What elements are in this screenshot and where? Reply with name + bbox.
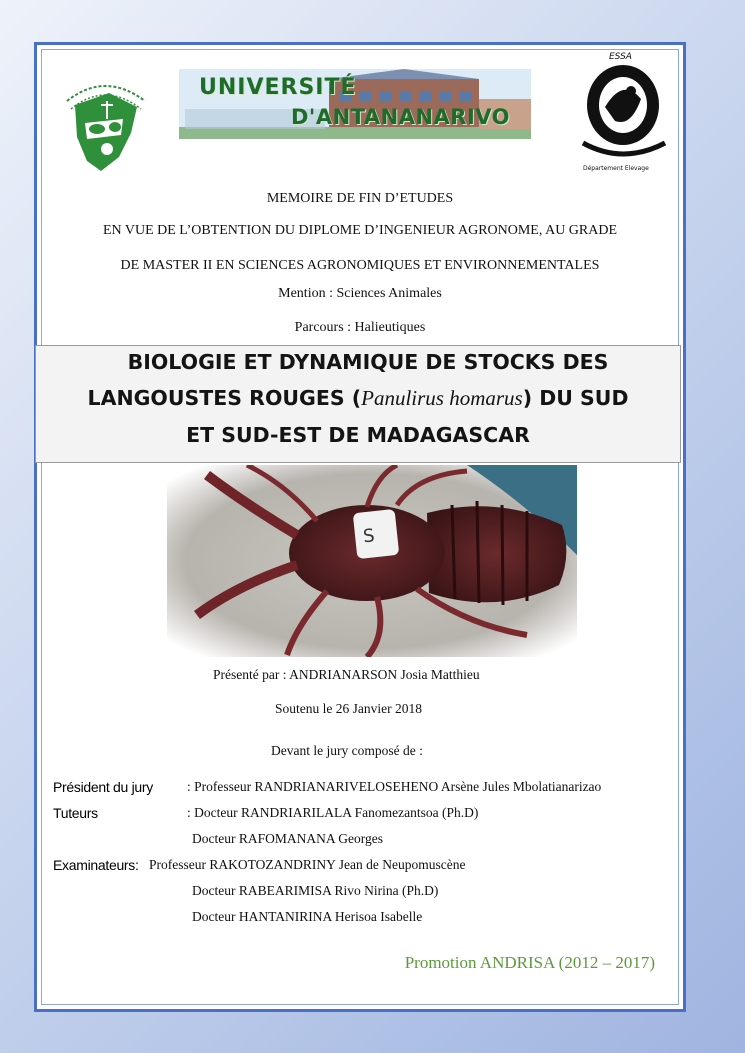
presented-by: Présenté par : ANDRIANARSON Josia Matthieu <box>213 667 480 682</box>
thesis-title-box <box>35 345 681 463</box>
university-banner <box>179 69 531 139</box>
degree-line-2: DE MASTER II EN SCIENCES AGRONOMIQUES ET ENVIRONNEMENTALES <box>120 258 600 273</box>
title-line-2-end: ) DU SUD <box>522 386 629 410</box>
promotion: Promotion ANDRISA (2012 – 2017) <box>404 953 655 972</box>
parcours: Parcours : Halieutiques <box>294 320 426 335</box>
title-line-2 <box>36 386 680 411</box>
banner-title-antananarivo: D'ANTANANARIVO <box>291 105 511 129</box>
essa-school-logo <box>57 71 155 175</box>
right-logo-bottom-text: Département Elevage <box>583 165 649 172</box>
jury-examiner-3: Docteur HANTANIRINA Herisoa Isabelle <box>192 909 423 924</box>
spiny-lobster-photo <box>167 465 577 657</box>
jury-tutor-2: Docteur RAFOMANANA Georges <box>192 831 383 846</box>
title-line-3: ET SUD-EST DE MADAGASCAR <box>186 423 530 447</box>
essa-elevage-logo <box>575 47 675 173</box>
jury-president-label: Président du jury <box>53 779 153 795</box>
jury-tutors-label: Tuteurs <box>53 805 98 821</box>
jury-president: : Professeur RANDRIANARIVELOSEHENO Arsène Jules Mbolatianarizao <box>187 779 602 794</box>
cover-page <box>34 42 686 1012</box>
defense-date: Soutenu le 26 Janvier 2018 <box>275 701 422 716</box>
jury-tutor-1: : Docteur RANDRIARILALA Fanomezantsoa (Ph.D) <box>187 805 479 820</box>
title-line-2-start: LANGOUSTES ROUGES ( <box>87 386 362 410</box>
scientific-name: Panulirus homarus <box>361 386 523 410</box>
jury-examiners-label: Examinateurs: <box>53 857 139 873</box>
memoir-type: MEMOIRE DE FIN D’ETUDES <box>266 191 454 206</box>
banner-title-universite: UNIVERSITÉ <box>199 75 357 100</box>
jury-examiner-2: Docteur RABEARIMISA Rivo Nirina (Ph.D) <box>192 883 439 898</box>
jury-examiner-1: Professeur RAKOTOZANDRINY Jean de Neupomuscène <box>149 857 466 872</box>
right-logo-top-text: ESSA <box>609 52 632 62</box>
degree-line-1: EN VUE DE L’OBTENTION DU DIPLOME D’INGENIEUR AGRONOME, AU GRADE <box>102 223 618 238</box>
jury-intro: Devant le jury composé de : <box>271 743 423 758</box>
mention: Mention : Sciences Animales <box>278 286 442 301</box>
svg-text:S: S <box>362 525 376 548</box>
title-line-1: BIOLOGIE ET DYNAMIQUE DE STOCKS DES <box>127 350 609 374</box>
